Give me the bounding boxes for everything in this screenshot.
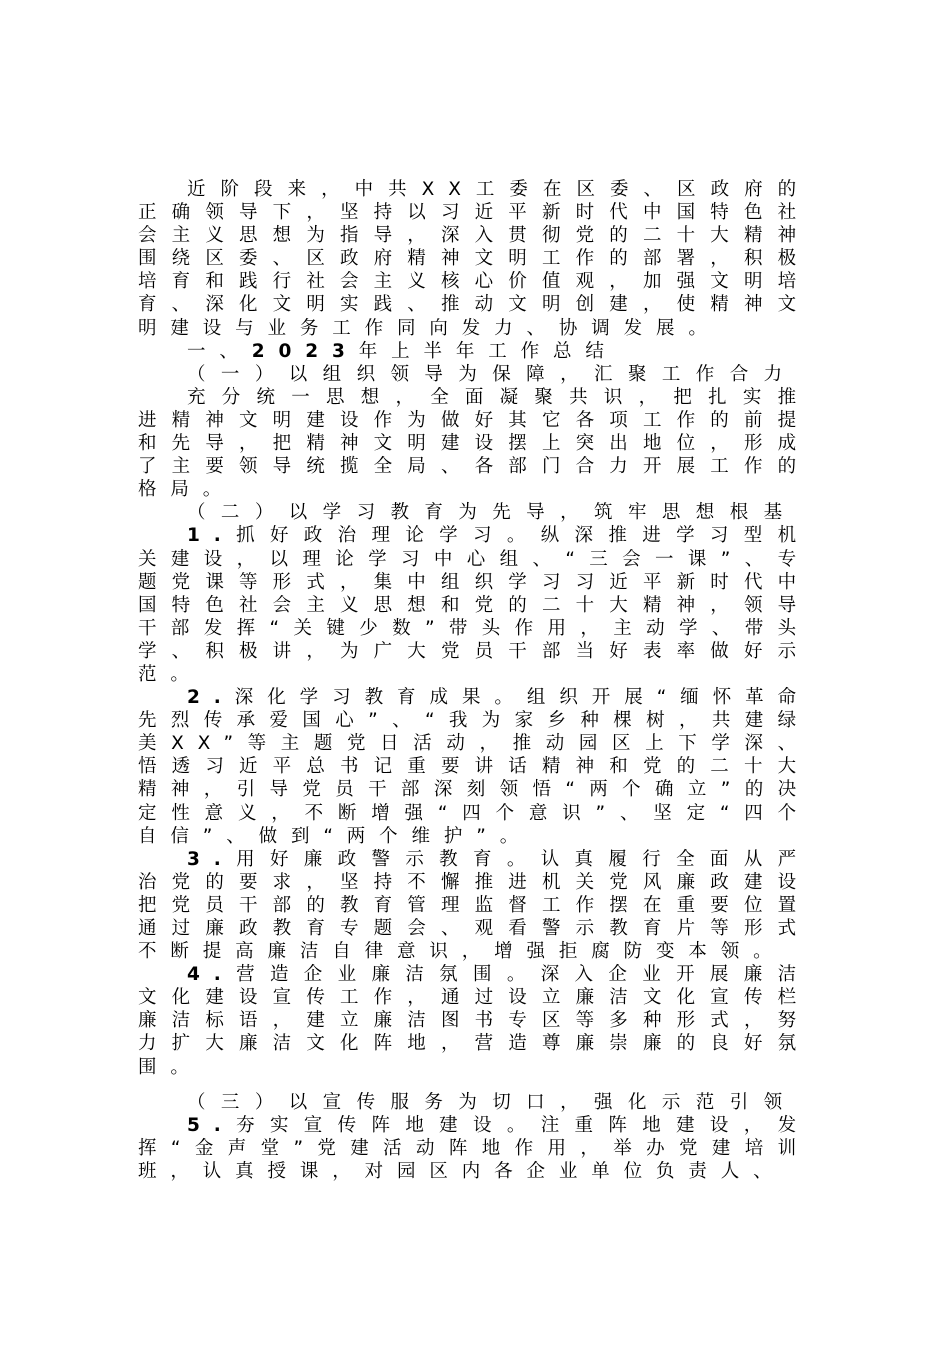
text-line	[138, 732, 810, 755]
text-line	[138, 432, 810, 455]
text-line	[138, 317, 810, 340]
line-text: （三）以宣传服务为切口，强化示范引领	[187, 1091, 796, 1113]
text-line	[138, 455, 810, 478]
text-line	[138, 1114, 810, 1137]
paragraph	[138, 524, 810, 686]
item-number: 3.	[187, 848, 235, 870]
text-line	[138, 1091, 810, 1114]
text-line	[138, 871, 810, 894]
line-text: 廉洁标语，建立廉洁图书专区等多种形式，努	[138, 1010, 810, 1032]
line-text: 用好廉政警示教育。认真履行全面从严	[234, 848, 810, 870]
text-line	[138, 802, 810, 825]
text-line	[138, 1009, 810, 1032]
line-text: 培育和践行社会主义核心价值观，加强文明培	[138, 271, 810, 293]
text-line	[138, 709, 810, 732]
line-text: 治党的要求，坚持不懈推进机关党风廉政建设	[138, 871, 810, 893]
text-line	[138, 363, 810, 386]
line-text: 营造企业廉洁氛围。深入企业开展廉洁	[234, 964, 810, 986]
paragraph	[138, 848, 810, 963]
document-body	[138, 178, 810, 1183]
line-text: 明建设与业务工作同向发力、协调发展。	[138, 317, 721, 339]
text-line	[138, 1137, 810, 1160]
line-text: 近阶段来，中共XX工委在区委、区政府的	[187, 179, 810, 200]
line-text: 定性意义，不断增强“四个意识”、坚定“四个	[138, 802, 810, 824]
line-text: 和先导，把精神文明建设摆上突出地位，形成	[138, 433, 810, 455]
text-line	[138, 501, 810, 524]
text-line	[138, 247, 810, 270]
text-line	[138, 755, 810, 778]
text-line	[138, 478, 810, 501]
text-line	[138, 293, 810, 316]
line-text: 文化建设宣传工作，通过设立廉洁文化宣传栏	[138, 987, 810, 1009]
line-text: 把党员干部的教育管理监督工作摆在重要位置	[138, 894, 810, 916]
line-text: 通过廉政教育专题会、观看警示教育片等形式	[138, 918, 810, 939]
text-line	[138, 548, 810, 571]
line-text: 学、积极讲，为广大党员干部当好表率做好示	[138, 640, 810, 662]
text-line	[138, 848, 810, 871]
line-text: 国特色社会主义思想和党的二十大精神，领导	[138, 594, 810, 616]
line-text: 抓好政治理论学习。纵深推进学习型机	[234, 525, 810, 547]
text-line	[138, 778, 810, 801]
text-line	[138, 594, 810, 617]
line-text: 美XX”等主题党日活动，推动园区上下学深、	[138, 733, 810, 755]
paragraph	[138, 386, 810, 501]
text-line	[138, 386, 810, 409]
line-text: 会主义思想为指导，深入贯彻党的二十大精神	[138, 225, 810, 247]
text-line	[138, 617, 810, 640]
paragraph	[138, 686, 810, 848]
text-line	[138, 986, 810, 1009]
paragraph	[138, 963, 810, 1078]
text-line	[138, 224, 810, 247]
line-text: 育、深化文明实践、推动文明创建，使精神文	[138, 294, 810, 316]
line-text: 自信”、做到“两个维护”。	[138, 825, 533, 847]
subsection-heading	[138, 363, 810, 386]
text-line	[138, 201, 810, 224]
paragraph	[138, 178, 810, 340]
text-line	[138, 686, 810, 709]
line-text: 关建设，以理论学习中心组、“三会一课”、专	[138, 548, 810, 570]
line-text: 正确领导下，坚持以习近平新时代中国特色社	[138, 202, 810, 224]
line-text: 充分统一思想，全面凝聚共识，把扎实推	[187, 386, 810, 408]
text-line	[138, 1056, 810, 1079]
text-line	[138, 1032, 810, 1055]
line-text: 范。	[138, 663, 203, 685]
line-text: 挥“金声堂”党建活动阵地作用，举办党建培训	[138, 1137, 810, 1159]
text-line	[138, 409, 810, 432]
line-text: 围。	[138, 1056, 203, 1078]
spacer	[138, 1079, 810, 1091]
text-line	[138, 1160, 810, 1183]
paragraph	[138, 1114, 810, 1183]
text-line	[138, 963, 810, 986]
text-line	[138, 825, 810, 848]
item-number: 2.	[187, 687, 235, 709]
line-text: 格局。	[138, 479, 236, 501]
line-text: 了主要领导统揽全局、各部门合力开展工作的	[138, 456, 810, 478]
item-number: 4.	[187, 964, 235, 986]
line-text: 先烈传承爱国心”、“我为家乡种棵树，共建绿	[138, 710, 810, 732]
text-line	[138, 571, 810, 594]
line-text: 悟透习近平总书记重要讲话精神和党的二十大	[138, 756, 810, 778]
line-text: 围绕区委、区政府精神文明工作的部署，积极	[138, 248, 810, 270]
line-text: 干部发挥“关键少数”带头作用，主动学、带头	[138, 617, 810, 639]
text-line	[138, 894, 810, 917]
text-line	[138, 663, 810, 686]
line-text: 一、2023年上半年工作总结	[187, 340, 618, 362]
line-text: （一）以组织领导为保障，汇聚工作合力	[187, 363, 796, 385]
line-text: 不断提高廉洁自律意识，增强拒腐防变本领。	[138, 941, 786, 963]
heading-year: 2023	[251, 340, 359, 362]
line-text: 题党课等形式，集中组织学习习近平新时代中	[138, 571, 810, 593]
line-text: 班，认真授课，对园区内各企业单位负责人、	[138, 1160, 786, 1182]
subsection-heading	[138, 501, 810, 524]
text-line	[138, 640, 810, 663]
item-number: 5.	[187, 1114, 235, 1136]
item-number: 1.	[187, 525, 235, 547]
line-text: （二）以学习教育为先导，筑牢思想根基	[187, 502, 796, 524]
line-text: 深化学习教育成果。组织开展“缅怀革命	[234, 687, 810, 709]
text-line	[138, 178, 810, 201]
line-text: 精神，引导党员干部深刻领悟“两个确立”的决	[138, 779, 810, 801]
text-line	[138, 940, 810, 963]
text-line	[138, 917, 810, 940]
text-line	[138, 340, 810, 363]
line-text: 夯实宣传阵地建设。注重阵地建设，发	[234, 1114, 810, 1136]
line-text: 进精神文明建设作为做好其它各项工作的前提	[138, 409, 810, 431]
line-text: 力扩大廉洁文化阵地，营造尊廉崇廉的良好氛	[138, 1033, 810, 1055]
text-line	[138, 524, 810, 547]
text-line	[138, 270, 810, 293]
subsection-heading	[138, 1091, 810, 1114]
section-heading	[138, 340, 810, 363]
